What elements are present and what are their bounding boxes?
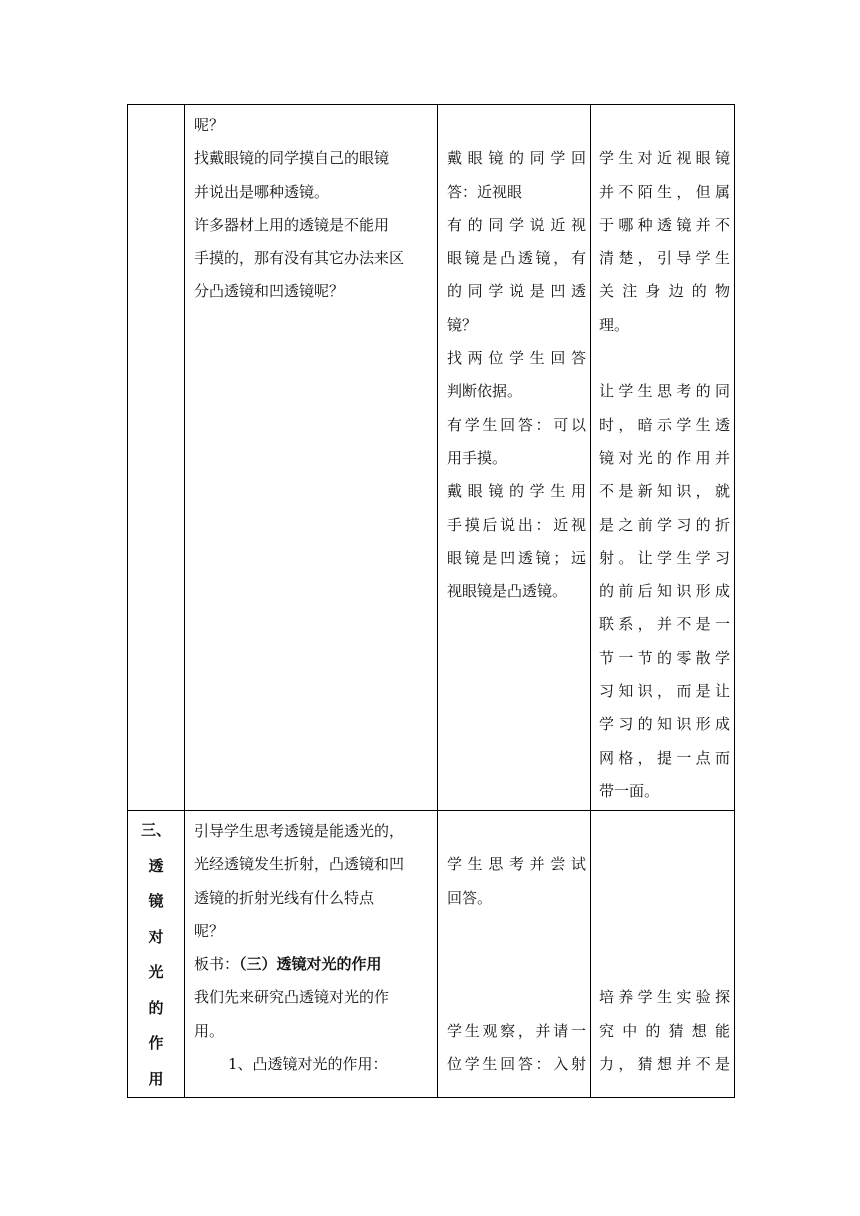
text-line: 我们先来研究凸透镜对光的作	[194, 988, 390, 1007]
spacer	[599, 915, 730, 948]
text-line: 不是新知识，就	[599, 482, 730, 501]
spacer	[447, 815, 586, 848]
text-line: 答：近视眼	[447, 182, 523, 201]
text-line: 联系，并不是一	[599, 615, 730, 634]
text-line: 分凸透镜和凹透镜呢？	[194, 282, 345, 301]
text-line: 许多器材上用的透镜是不能用	[194, 215, 390, 234]
text-line: 清楚，引导学生	[599, 249, 730, 268]
section-heading-cell	[128, 811, 185, 1098]
section-title-char: 透	[148, 856, 164, 875]
table-row	[128, 811, 735, 1098]
spacer	[599, 848, 730, 881]
text-line: 眼镜是凸透镜，有	[447, 249, 586, 268]
text-line: 学习的知识形成	[599, 715, 730, 734]
text-line: 找戴眼镜的同学摸自己的眼镜	[194, 149, 390, 168]
text-line: 的前后知识形成	[599, 582, 730, 601]
text-line: 判断依据。	[447, 382, 523, 401]
text-line: 呢？	[194, 116, 225, 134]
text-line: 用。	[194, 1021, 225, 1040]
spacer	[599, 948, 730, 981]
spacer	[599, 882, 730, 915]
text-line: 培养学生实验探	[599, 988, 730, 1007]
text-line: 戴眼镜的学生用	[447, 482, 586, 501]
text-line: 射。让学生学习	[599, 548, 730, 567]
text-line: 手摸的，那有没有其它办法来区	[194, 249, 405, 268]
spacer	[447, 109, 586, 142]
text-line: 位学生回答：入射	[447, 1055, 586, 1074]
section-title-char: 的	[148, 998, 164, 1017]
spacer	[447, 948, 586, 981]
text-line: 镜对光的作用并	[599, 448, 730, 467]
section-title-char: 用	[148, 1069, 164, 1088]
text-line: 学生对近视眼镜	[599, 149, 730, 168]
text-line: 是之前学习的折	[599, 515, 730, 534]
text-line: 有学生回答：可以	[447, 415, 586, 434]
text-line: 引导学生思考透镜是能透光的，	[194, 822, 405, 840]
design-intent-cell	[591, 811, 735, 1098]
text-line: 学生思考并尝试	[447, 855, 586, 874]
student-activity-cell	[438, 105, 591, 811]
text-line: 手摸后说出：近视	[447, 515, 586, 534]
section-title-char: 镜	[148, 892, 164, 910]
text-line: 有的同学说近视	[447, 215, 586, 234]
text-line: 并说出是哪种透镜。	[194, 182, 330, 201]
text-line: 于哪种透镜并不	[599, 215, 730, 234]
text-line: 力，猜想并不是	[599, 1055, 730, 1074]
text-line: 网格，提一点而	[599, 748, 730, 767]
section-heading-cell-empty	[128, 105, 185, 811]
spacer	[599, 109, 730, 142]
design-intent-cell	[591, 105, 735, 811]
text-line: 光经透镜发生折射，凸透镜和凹	[194, 855, 405, 874]
text-line: 究中的猜想能	[599, 1021, 730, 1040]
text-line: 节一节的零散学	[599, 648, 730, 667]
section-title-char: 对	[148, 927, 164, 946]
text-line: 的同学说是凹透	[447, 282, 586, 301]
teacher-activity-cell	[185, 105, 438, 811]
section-number: 三、	[140, 821, 171, 839]
board-prefix: 板书：	[194, 955, 240, 974]
text-line: 理。	[599, 315, 630, 334]
text-line: 1、凸透镜对光的作用：	[228, 1055, 388, 1074]
text-line: 习知识，而是让	[599, 682, 730, 701]
board-title: （三）透镜对光的作用	[239, 955, 382, 974]
text-line: 让学生思考的同	[599, 382, 730, 401]
spacer	[447, 915, 586, 948]
text-line: 眼镜是凹透镜；远	[447, 548, 586, 567]
teacher-activity-cell	[185, 811, 438, 1098]
table-row	[128, 105, 735, 811]
text-line: 学生观察，并请一	[447, 1021, 586, 1040]
text-line: 镜？	[447, 315, 478, 334]
spacer	[599, 815, 730, 848]
text-line: 带一面。	[599, 781, 660, 800]
text-line: 用手摸。	[447, 448, 508, 467]
section-title-char: 作	[148, 1034, 164, 1052]
text-line: 找两位学生回答	[447, 349, 586, 368]
text-line: 关注身边的物	[599, 282, 730, 301]
text-line: 戴眼镜的同学回	[447, 149, 586, 168]
text-line: 透镜的折射光线有什么特点	[194, 888, 375, 907]
text-line: 并不陌生，但属	[599, 182, 730, 201]
text-line: 视眼镜是凸透镜。	[447, 582, 568, 601]
student-activity-cell	[438, 811, 591, 1098]
lesson-plan-table	[127, 104, 735, 1098]
spacer	[599, 342, 730, 375]
text-line: 时，暗示学生透	[599, 415, 730, 434]
text-line: 回答。	[447, 888, 493, 907]
board-note	[194, 948, 433, 981]
text-line: 呢？	[194, 921, 225, 940]
spacer	[447, 981, 586, 1014]
section-title-char: 光	[148, 963, 164, 981]
